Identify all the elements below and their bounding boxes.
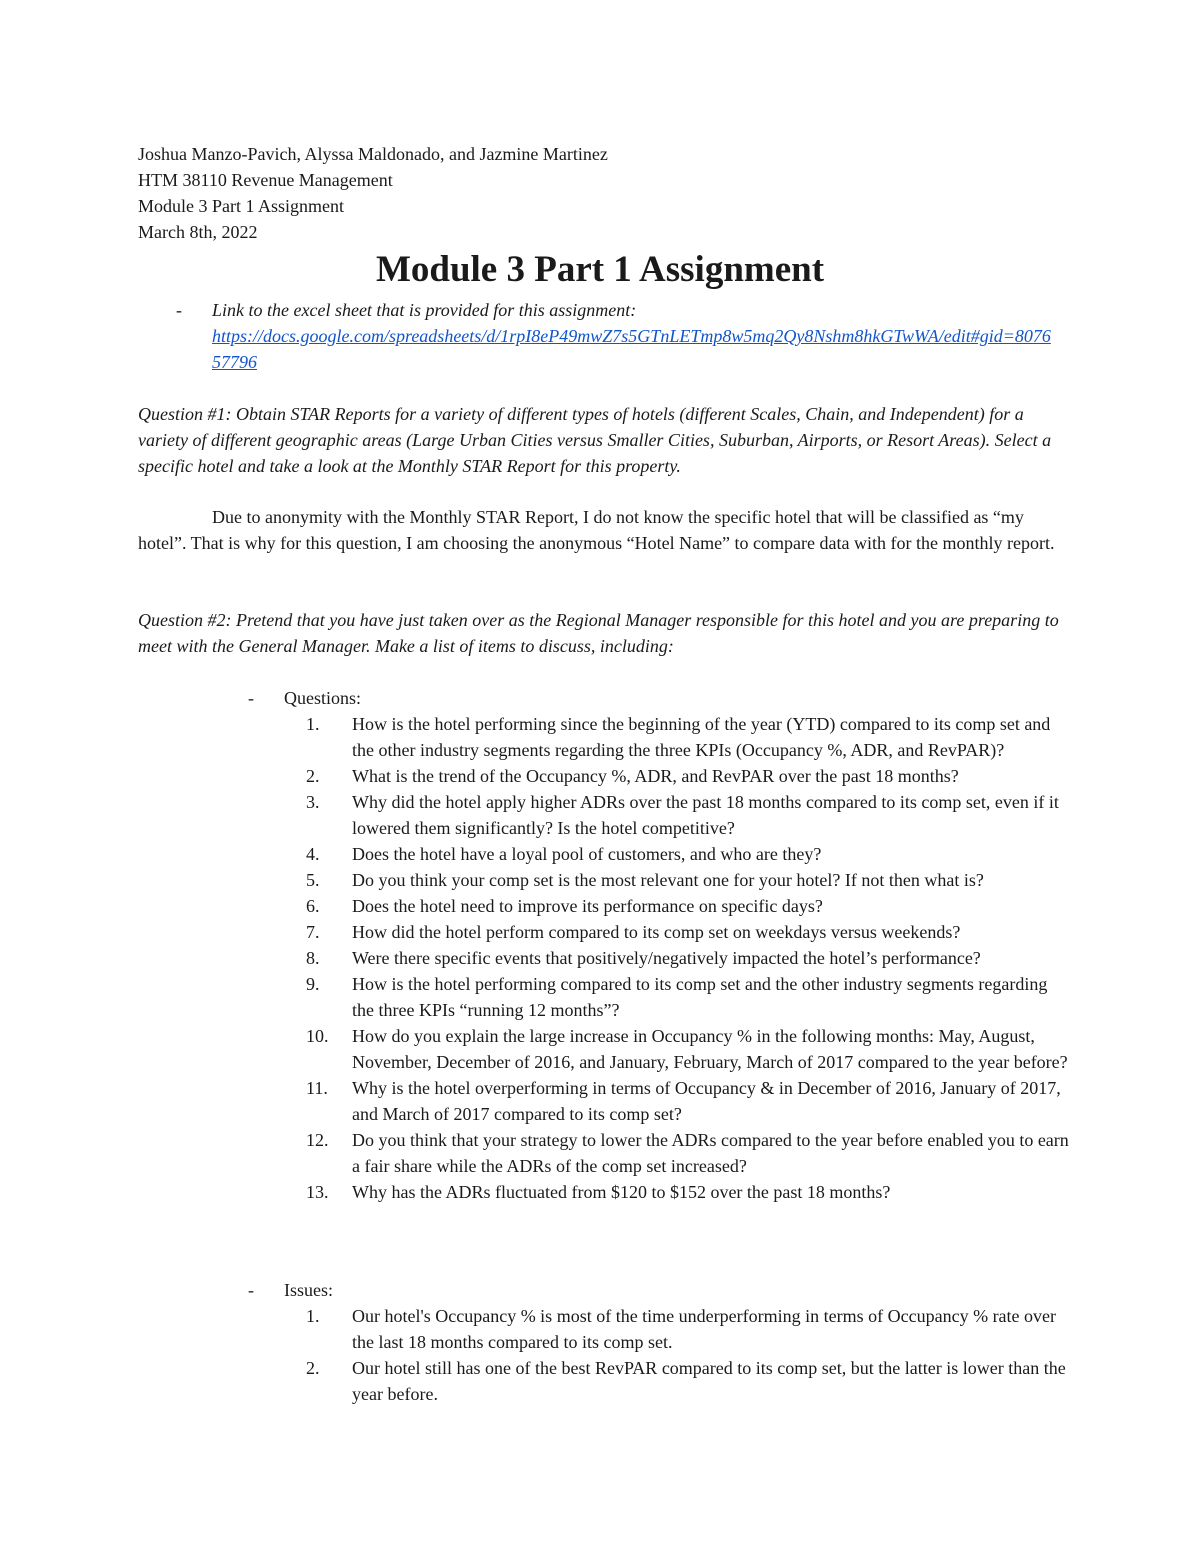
- list-item-text: Why is the hotel overperforming in terms of Occupancy & in December of 2016, January of 2017, and March of 2017 compared to its comp set?: [352, 1078, 1061, 1124]
- list-item-text: Why did the hotel apply higher ADRs over the past 18 months compared to its comp set, even if it lowered them significantly? Is the hotel competitive?: [352, 792, 1059, 838]
- list-item-number: 7.: [306, 922, 320, 942]
- list-item-text: Does the hotel need to improve its performance on specific days?: [352, 896, 823, 916]
- page-title: Module 3 Part 1 Assignment: [375, 249, 825, 290]
- list-item-text: Does the hotel have a loyal pool of customers, and who are they?: [352, 844, 822, 864]
- list-item-text: Our hotel's Occupancy % is most of the time underperforming in terms of Occupancy % rate over the last 18 months compared to its comp set.: [352, 1306, 1057, 1352]
- spreadsheet-link[interactable]: https://docs.google.com/spreadsheets/d/1rpI8eP49mwZ7s5GTnLETmp8w5mq2Qy8Nshm8hkGTwWA/edit#gid=807657796: [212, 326, 1051, 372]
- list-item-number: 2.: [306, 1358, 320, 1378]
- list-item: [306, 1355, 1072, 1407]
- list-item-number: 6.: [306, 896, 320, 916]
- list-item-text: How did the hotel perform compared to its comp set on weekdays versus weekends?: [352, 922, 961, 942]
- issues-heading: Issues:: [284, 1280, 333, 1300]
- list-item-text: Do you think your comp set is the most relevant one for your hotel? If not then what is?: [352, 870, 984, 890]
- list-item: [306, 763, 1072, 789]
- list-item-text: Why has the ADRs fluctuated from $120 to $152 over the past 18 months?: [352, 1182, 891, 1202]
- list-item-text: How do you explain the large increase in Occupancy % in the following months: May, August, November, December of 2016, and January, February, March of 2017 compared to the year before?: [352, 1026, 1068, 1072]
- course-line: HTM 38110 Revenue Management: [138, 170, 393, 190]
- list-item-number: 12.: [306, 1130, 329, 1150]
- list-item-text: Our hotel still has one of the best RevPAR compared to its comp set, but the latter is lower than the year before.: [352, 1358, 1066, 1404]
- list-item-number: 2.: [306, 766, 320, 786]
- list-item-number: 11.: [306, 1078, 328, 1098]
- list-item-text: How is the hotel performing since the beginning of the year (YTD) compared to its comp set and the other industry segments regarding the three KPIs (Occupancy %, ADR, and RevPAR)?: [352, 714, 1051, 760]
- list-item-number: 8.: [306, 948, 320, 968]
- list-item: [306, 971, 1072, 1023]
- link-label: Link to the excel sheet that is provided for this assignment:: [212, 300, 637, 320]
- list-item: [306, 893, 1072, 919]
- list-item-number: 13.: [306, 1182, 329, 1202]
- questions-heading: Questions:: [284, 688, 362, 708]
- link-bullet: -: [176, 300, 182, 320]
- question-1: Question #1: Obtain STAR Reports for a variety of different types of hotels (different Scales, Chain, and Independent) for a variety of different geographic areas (Large Urban Cities versus Smaller Cities, Suburban, Airports, or Resort Areas). Select a specific hotel and take a look at the Monthly STAR Report for this property.: [138, 404, 1052, 476]
- list-item: [306, 841, 1072, 867]
- list-item: [306, 919, 1072, 945]
- list-item-text: Were there specific events that positively/negatively impacted the hotel’s performance?: [352, 948, 981, 968]
- list-item-text: What is the trend of the Occupancy %, ADR, and RevPAR over the past 18 months?: [352, 766, 959, 786]
- list-item: [306, 711, 1072, 763]
- issues-bullet: -: [248, 1280, 254, 1300]
- list-item: [306, 945, 1072, 971]
- list-item-text: How is the hotel performing compared to its comp set and the other industry segments regarding the three KPIs “running 12 months”?: [352, 974, 1048, 1020]
- list-item-number: 9.: [306, 974, 320, 994]
- assignment-line: Module 3 Part 1 Assignment: [138, 196, 344, 216]
- date-line: March 8th, 2022: [138, 222, 258, 242]
- list-item-number: 1.: [306, 714, 320, 734]
- question-2: Question #2: Pretend that you have just taken over as the Regional Manager responsible for this hotel and you are preparing to meet with the General Manager. Make a list of items to discuss, including:: [138, 610, 1059, 656]
- list-item-number: 1.: [306, 1306, 320, 1326]
- list-item: [306, 1303, 1072, 1355]
- list-item: [306, 1127, 1072, 1179]
- list-item: [306, 789, 1072, 841]
- list-item: [306, 1179, 1072, 1205]
- list-item: [306, 1023, 1072, 1075]
- list-item: [306, 1075, 1072, 1127]
- issues-list: [306, 1303, 1072, 1407]
- answer-1: Due to anonymity with the Monthly STAR Report, I do not know the specific hotel that will be classified as “my hotel”. That is why for this question, I am choosing the anonymous “Hotel Name” to compare data with for the monthly report.: [138, 507, 1055, 553]
- link-paragraph: [212, 297, 1072, 375]
- questions-list: [306, 711, 1072, 1205]
- list-item-number: 4.: [306, 844, 320, 864]
- list-item: [306, 867, 1072, 893]
- list-item-number: 5.: [306, 870, 320, 890]
- list-item-text: Do you think that your strategy to lower the ADRs compared to the year before enabled you to earn a fair share while the ADRs of the comp set increased?: [352, 1130, 1069, 1176]
- questions-bullet: -: [248, 688, 254, 708]
- authors-line: Joshua Manzo-Pavich, Alyssa Maldonado, and Jazmine Martinez: [138, 144, 608, 164]
- list-item-number: 10.: [306, 1026, 329, 1046]
- list-item-number: 3.: [306, 792, 320, 812]
